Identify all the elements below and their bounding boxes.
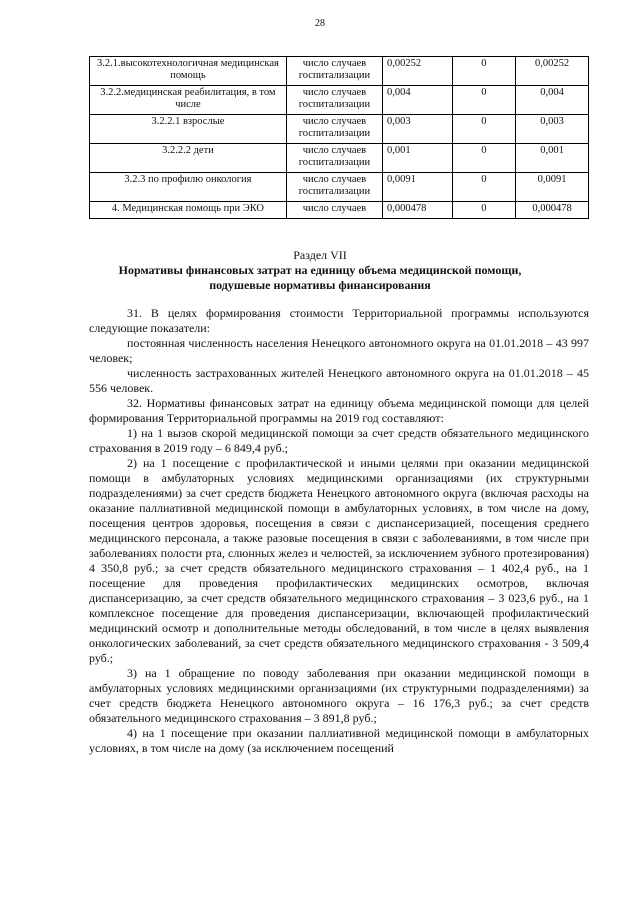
row-value-total: 0,001 (383, 144, 453, 173)
row-unit: число случаев госпитализации (286, 115, 382, 144)
page-number: 28 (315, 18, 325, 29)
insured-paragraph: численность застрахованных жителей Ненецкого автономного округа на 01.01.2018 – 45 556 человек. (89, 366, 589, 395)
paragraph-31: 31. В целях формирования стоимости Территориальной программы используются следующие показатели: (89, 306, 589, 335)
list-item-1: 1) на 1 вызов скорой медицинской помощи за счет средств обязательного медицинского страхования в 2019 году – 6 849,4 руб.; (89, 426, 589, 455)
row-value-budget: 0 (452, 144, 515, 173)
list-item-2: 2) на 1 посещение с профилактической и иными целями при оказании медицинской помощи в амбулаторных условиях медицинскими организациями (их структурными подразделениями) за счет средств бюджета Ненецкого автономного округа (включая расходы на оказание паллиативной медицинской помощи в амбулаторных условиях, в том числе на дому, посещения центров здоровья, посещения в связи с диспансеризацией, посещения среднего медицинского персонала, а также разовые посещения в связи с заболеваниями, в том числе при заболеваниях полости рта, слюнных желез и челюстей, за исключением зубного протезирования) 4 350,8 руб.; за счет средств обязательного медицинского страхования – 1 402,4 руб., на 1 посещение для проведения профилактических медицинских осмотров, включая диспансеризацию, за счет средств обязательного медицинского страхования – 3 023,6 руб., на 1 комплексное посещение для проведения диспансеризации, включающей профилактический медицинский осмотр и дополнительные методы обследований, в том числе в целях выявления онкологических заболеваний, за счет средств обязательного медицинского страхования - 3 509,4 руб.; (89, 456, 589, 665)
list-item-4: 4) на 1 посещение при оказании паллиативной медицинской помощи в амбулаторных условиях, в том числе на дому (за исключением посещений (89, 726, 589, 755)
row-value-total: 0,000478 (383, 202, 453, 219)
table-row (90, 144, 589, 173)
table-row (90, 115, 589, 144)
row-unit: число случаев госпитализации (286, 57, 382, 86)
row-unit: число случаев госпитализации (286, 86, 382, 115)
row-name: 3.2.2.1 взрослые (90, 115, 287, 144)
table-row (90, 173, 589, 202)
row-name: 3.2.3 по профилю онкология (90, 173, 287, 202)
row-value-total: 0,00252 (383, 57, 453, 86)
norms-table (89, 56, 589, 219)
row-value-total: 0,004 (383, 86, 453, 115)
section-label: Раздел VII (293, 248, 347, 262)
row-unit: число случаев госпитализации (286, 144, 382, 173)
row-value-oms: 0,0091 (516, 173, 589, 202)
row-name: 3.2.2.медицинская реабилитация, в том числе (90, 86, 287, 115)
row-value-oms: 0,00252 (516, 57, 589, 86)
row-name: 3.2.2.2 дети (90, 144, 287, 173)
row-value-oms: 0,000478 (516, 202, 589, 219)
section-title: Нормативы финансовых затрат на единицу объема медицинской помощи, подушевые нормативы финансирования (118, 263, 522, 292)
row-name: 3.2.1.высокотехнологичная медицинская помощь (90, 57, 287, 86)
row-value-budget: 0 (452, 115, 515, 144)
body-text (89, 306, 589, 756)
row-unit: число случаев (286, 202, 382, 219)
row-value-budget: 0 (452, 57, 515, 86)
row-value-budget: 0 (452, 202, 515, 219)
row-unit: число случаев госпитализации (286, 173, 382, 202)
row-name: 4. Медицинская помощь при ЭКО (90, 202, 287, 219)
population-paragraph: постоянная численность населения Ненецкого автономного округа на 01.01.2018 – 43 997 человек; (89, 336, 589, 365)
row-value-oms: 0,003 (516, 115, 589, 144)
table-row (90, 57, 589, 86)
paragraph-32: 32. Нормативы финансовых затрат на единицу объема медицинской помощи для целей формирования Территориальной программы на 2019 год составляют: (89, 396, 589, 425)
table-row (90, 202, 589, 219)
table-row (90, 86, 589, 115)
row-value-total: 0,0091 (383, 173, 453, 202)
list-item-3: 3) на 1 обращение по поводу заболевания при оказании медицинской помощи в амбулаторных условиях медицинскими организациями (их структурными подразделениями) за счет средств бюджета Ненецкого автономного округа – 16 176,3 руб.; за счет средств обязательного медицинского страхования – 3 891,8 руб.; (89, 666, 589, 725)
row-value-total: 0,003 (383, 115, 453, 144)
row-value-budget: 0 (452, 86, 515, 115)
row-value-oms: 0,001 (516, 144, 589, 173)
row-value-budget: 0 (452, 173, 515, 202)
row-value-oms: 0,004 (516, 86, 589, 115)
